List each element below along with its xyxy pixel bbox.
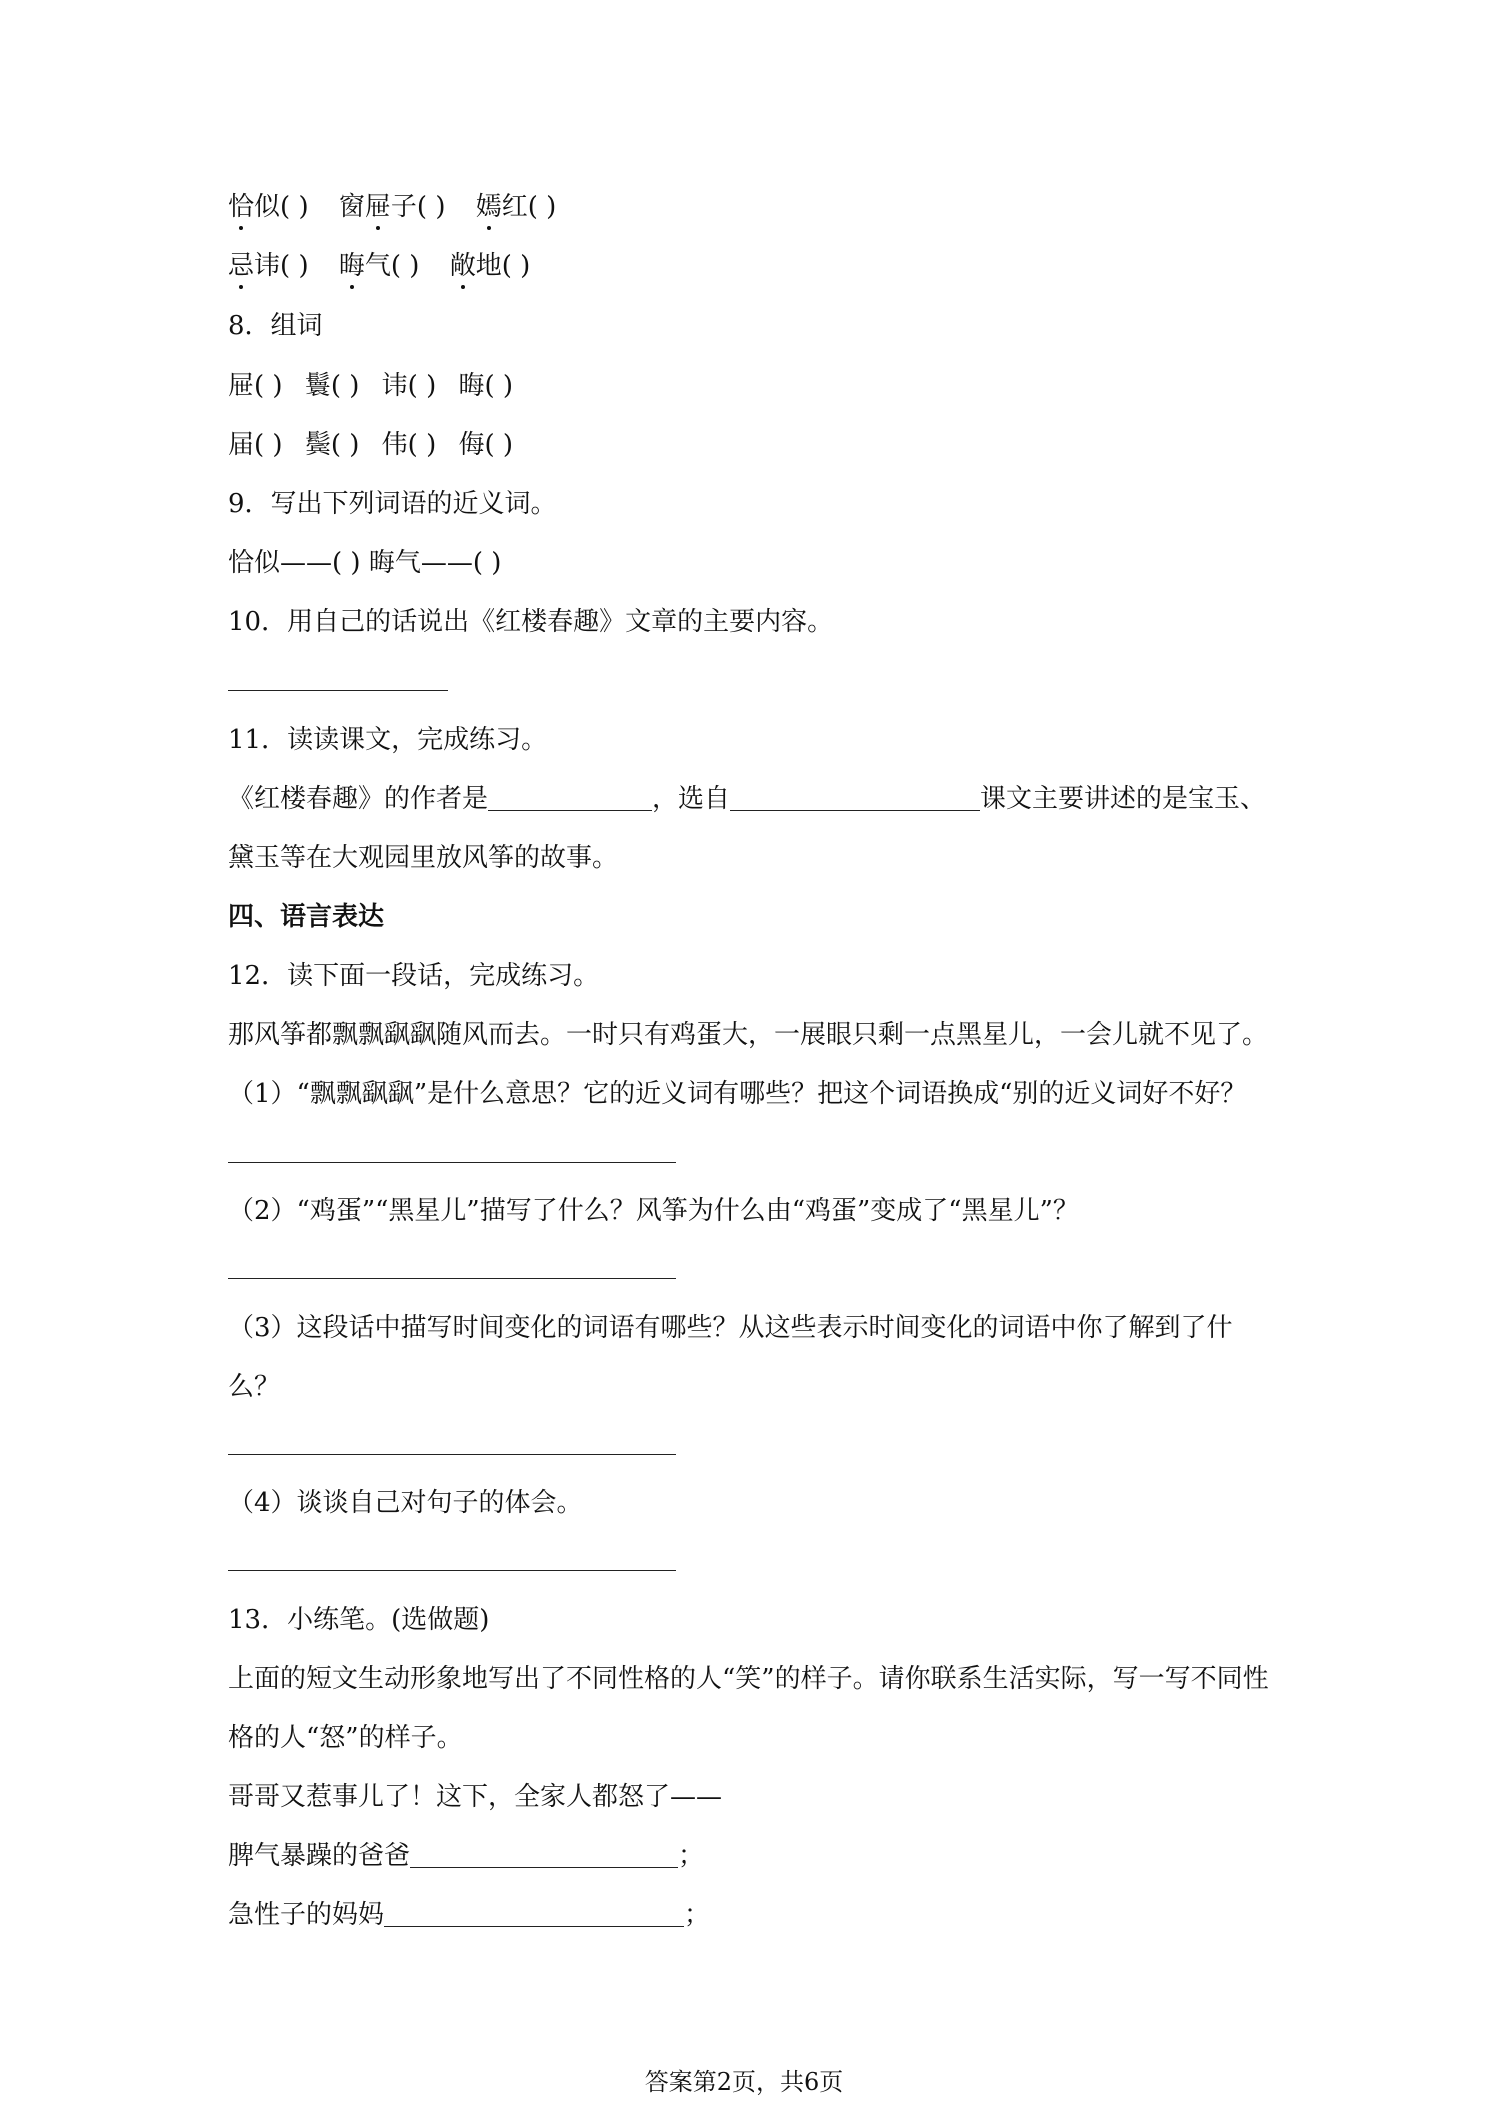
q12-sub2: （2）“鸡蛋”“黑星儿”描写了什么？风筝为什么由“鸡蛋”变成了“黑星儿”？: [228, 1196, 1079, 1226]
q8-row-1: [228, 369, 513, 403]
q7-item-5: 晦气( ): [338, 251, 420, 281]
q12-sub3-line2: 么？: [228, 1372, 281, 1402]
q11-author-blank[interactable]: [488, 784, 652, 811]
q10-title: 10．用自己的话说出《红楼春趣》文章的主要内容。: [228, 607, 834, 637]
q11-line-2: 黛玉等在大观园里放风筝的故事。: [228, 843, 619, 873]
q7-row-1: [228, 190, 556, 224]
q9-title: 9．写出下列词语的近义词。: [228, 489, 557, 519]
q7-item-6: 敞地( ): [449, 251, 531, 281]
q11-source-blank[interactable]: [730, 784, 980, 811]
q8-word-8: 侮( ): [458, 430, 514, 460]
q13-dad-semicolon: ；: [678, 1841, 705, 1871]
q12-sub3-line1: （3）这段话中描写时间变化的词语有哪些？从这些表示时间变化的词语中你了解到了什: [228, 1313, 1233, 1343]
q13-line-2: 格的人“怒”的样子。: [228, 1723, 463, 1753]
q11-line-1: [228, 782, 1266, 816]
q11-part3: 课文主要讲述的是宝玉、: [980, 784, 1267, 814]
page-footer: 答案第2页，共6页: [644, 2068, 844, 2096]
q13-title: 13．小练笔。(选做题): [228, 1605, 490, 1635]
q11-part2: ，选自: [652, 784, 731, 814]
section-heading: 四、语言表达: [228, 902, 385, 932]
q13-mom-semicolon: ；: [684, 1900, 711, 1930]
q7-item-3: 嫣红( ): [475, 192, 557, 222]
q13-mom-line: [228, 1898, 710, 1932]
q7-item-1: 恰似( ): [228, 192, 309, 222]
q8-word-1: 屉( ): [228, 371, 283, 401]
q8-title: 8．组词: [228, 311, 323, 341]
q10-answer-line[interactable]: [228, 690, 448, 691]
q13-line-1: 上面的短文生动形象地写出了不同性格的人“笑”的样子。请你联系生活实际，写一写不同性: [228, 1664, 1269, 1694]
q8-word-5: 届( ): [228, 430, 283, 460]
q11-part1: 《红楼春趣》的作者是: [228, 784, 489, 814]
q12-sub1: （1）“飘飘飖飖”是什么意思？它的近义词有哪些？把这个词语换成“别的近义词好不好？: [228, 1079, 1247, 1109]
q12-sub2-answer-line[interactable]: [228, 1278, 676, 1279]
q12-passage: 那风筝都飘飘飖飖随风而去。一时只有鸡蛋大，一展眼只剩一点黑星儿，一会儿就不见了。: [228, 1020, 1269, 1050]
q13-mom-label: 急性子的妈妈: [228, 1900, 385, 1930]
q12-title: 12．读下面一段话，完成练习。: [228, 961, 600, 991]
q8-word-6: 鬓( ): [304, 430, 360, 460]
q7-row-2: [228, 249, 530, 283]
q12-sub4: （4）谈谈自己对句子的体会。: [228, 1488, 583, 1518]
q12-sub3-answer-line[interactable]: [228, 1454, 676, 1455]
q13-line-3: 哥哥又惹事儿了！这下，全家人都怒了——: [228, 1782, 723, 1812]
q7-item-2: 窗屉子( ): [338, 192, 446, 222]
q13-mom-blank[interactable]: [384, 1900, 684, 1927]
q7-item-4: 忌讳( ): [228, 251, 309, 281]
q8-word-7: 伟( ): [381, 430, 437, 460]
q9-line: 恰似——( ) 晦气——( ): [228, 548, 502, 578]
q8-word-3: 讳( ): [381, 371, 437, 401]
q13-dad-line: [228, 1839, 704, 1873]
q13-dad-blank[interactable]: [410, 1841, 678, 1868]
q12-sub4-answer-line[interactable]: [228, 1570, 676, 1571]
q13-dad-label: 脾气暴躁的爸爸: [228, 1841, 411, 1871]
q8-word-2: 鬟( ): [304, 371, 360, 401]
q8-row-2: [228, 428, 513, 462]
q12-sub1-answer-line[interactable]: [228, 1162, 676, 1163]
q8-word-4: 晦( ): [458, 371, 514, 401]
q11-title: 11．读读课文，完成练习。: [228, 725, 548, 755]
